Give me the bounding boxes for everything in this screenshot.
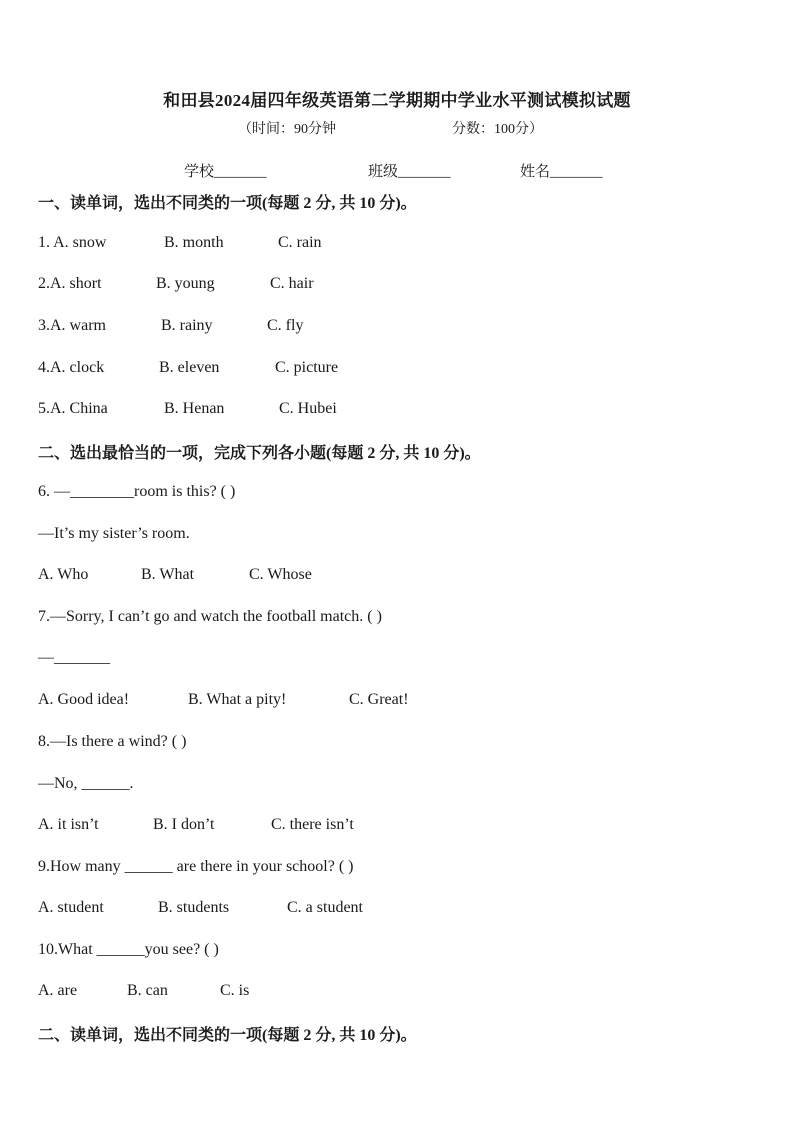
option-c: C. there isn’t [271,816,354,833]
question-7-stem: 7.—Sorry, I can’t go and watch the football match. ( ) [38,608,382,625]
option-c: C. Hubei [279,400,337,417]
option-c: C. Great! [349,691,409,708]
option-b: B. month [164,234,224,251]
question-10-stem: 10.What ______you see? ( ) [38,941,219,958]
question-7-reply: —_______ [38,649,110,666]
question-6-reply: —It’s my sister’s room. [38,525,190,542]
class-field: 班级_______ [368,164,451,180]
option-b: B. young [156,275,215,292]
option-b: B. can [127,982,168,999]
option-a: A. Good idea! [38,691,130,708]
section-3-heading: 二、读单词，选出不同类的一项(每题 2 分, 共 10 分)。 [38,1027,417,1044]
name-field: 姓名_______ [520,164,603,180]
option-b: B. I don’t [153,816,215,833]
section-1-heading: 一、读单词，选出不同类的一项(每题 2 分, 共 10 分)。 [38,195,417,212]
question-8-stem: 8.—Is there a wind? ( ) [38,733,187,750]
option-c: C. picture [275,359,339,376]
option-a: 1. A. snow [38,234,107,251]
option-a: 4.A. clock [38,359,105,376]
section-2-heading: 二、选出最恰当的一项，完成下列各小题(每题 2 分, 共 10 分)。 [38,445,481,462]
option-c: C. a student [287,899,363,916]
option-a: A. student [38,899,104,916]
option-c: C. rain [278,234,322,251]
option-b: B. Henan [164,400,225,417]
option-c: C. hair [270,275,314,292]
option-c: C. Whose [249,566,312,583]
option-c: C. is [220,982,250,999]
option-b: B. What a pity! [188,691,287,708]
school-field: 学校_______ [184,164,267,180]
option-b: B. eleven [159,359,220,376]
option-a: 5.A. China [38,400,108,417]
exam-score: 分数：100分） [452,122,543,137]
option-b: B. students [158,899,230,916]
question-6-stem: 6. —________room is this? ( ) [38,483,236,500]
exam-time: （时间：90分钟 [238,122,336,137]
option-a: 2.A. short [38,275,102,292]
option-a: A. are [38,982,78,999]
option-a: A. Who [38,566,89,583]
page-title: 和田县2024届四年级英语第二学期期中学业水平测试模拟试题 [163,91,631,110]
option-a: A. it isn’t [38,816,99,833]
option-b: B. What [141,566,195,583]
question-8-reply: —No, ______. [38,775,134,792]
question-9-stem: 9.How many ______ are there in your school? ( ) [38,858,354,875]
option-a: 3.A. warm [38,317,106,334]
option-b: B. rainy [161,317,213,334]
option-c: C. fly [267,317,304,334]
